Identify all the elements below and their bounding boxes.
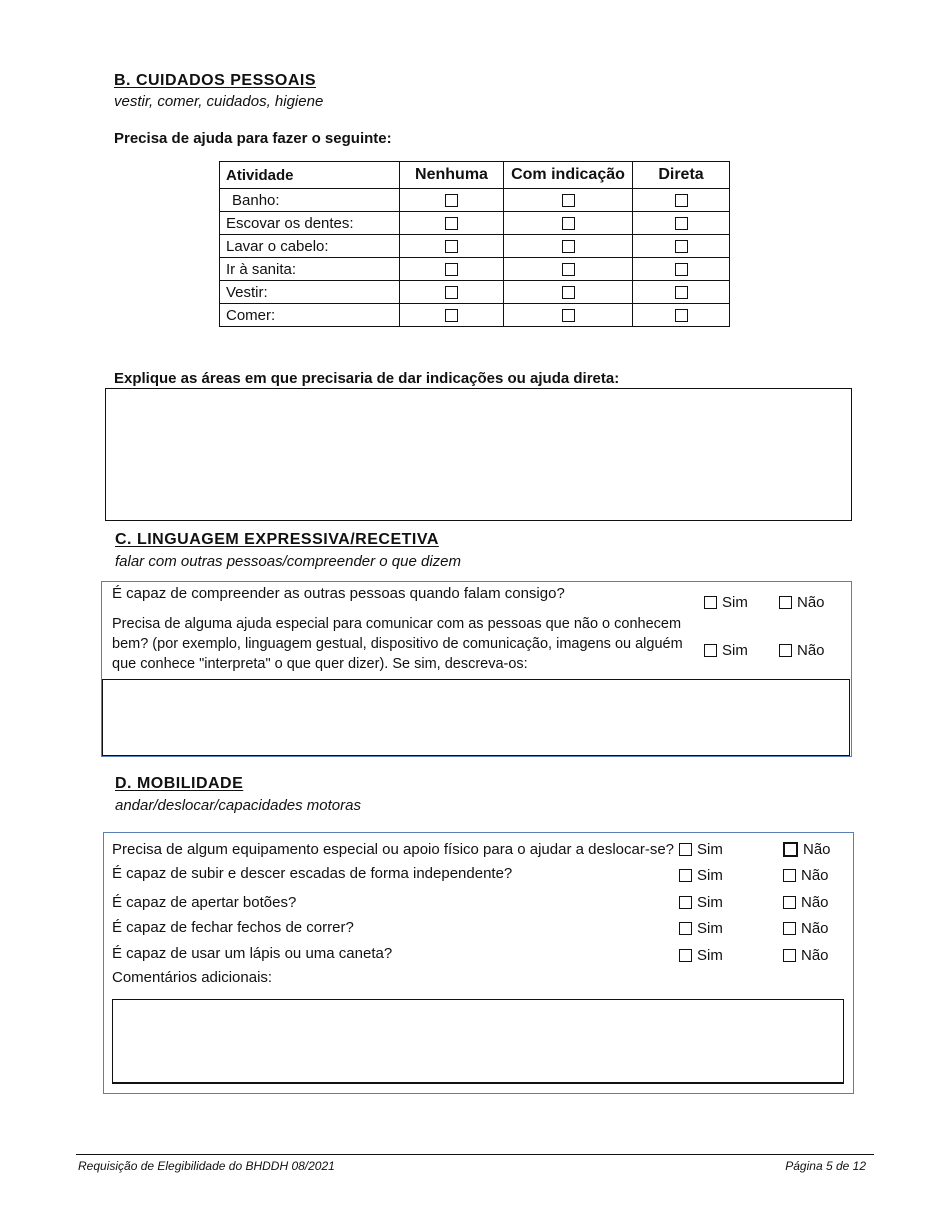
- checkbox-teeth-direct[interactable]: [675, 217, 688, 230]
- checkbox-icon: [704, 596, 717, 609]
- footer-page-number: Página 5 de 12: [785, 1159, 866, 1173]
- checkbox-hair-prompt[interactable]: [562, 240, 575, 253]
- option-zippers-yes[interactable]: [679, 920, 723, 938]
- option-buttons-no[interactable]: [783, 894, 829, 912]
- option-label: Sim: [697, 920, 723, 937]
- table-row: [220, 235, 730, 258]
- checkbox-icon: [679, 922, 692, 935]
- checkbox-eat-prompt[interactable]: [562, 309, 575, 322]
- checkbox-hair-none[interactable]: [445, 240, 458, 253]
- activity-label: Ir à sanita:: [220, 258, 400, 281]
- comments-textbox[interactable]: [112, 999, 844, 1084]
- checkbox-bath-none[interactable]: [445, 194, 458, 207]
- checkbox-dress-prompt[interactable]: [562, 286, 575, 299]
- option-stairs-yes[interactable]: [679, 867, 723, 885]
- checkbox-icon: [783, 896, 796, 909]
- checkbox-icon: [679, 869, 692, 882]
- option-label: Sim: [697, 841, 723, 858]
- option-label: Não: [803, 841, 831, 858]
- section-b-title: B. CUIDADOS PESSOAIS: [114, 72, 317, 89]
- checkbox-bath-direct[interactable]: [675, 194, 688, 207]
- option-label: Não: [801, 920, 829, 937]
- option-understand-no[interactable]: [779, 594, 825, 612]
- question-buttons: É capaz de apertar botões?: [112, 894, 297, 911]
- option-label: Não: [801, 894, 829, 911]
- checkbox-toilet-prompt[interactable]: [562, 263, 575, 276]
- checkbox-icon: [679, 949, 692, 962]
- table-row: [220, 189, 730, 212]
- checkbox-icon: [779, 644, 792, 657]
- option-zippers-no[interactable]: [783, 920, 829, 938]
- question-communication-help: Precisa de alguma ajuda especial para comunicar com as pessoas que não o conhecem bem? (por exemplo, linguagem gestual, dispositivo de comunicação, imagens ou alguém que conhece "interpreta" o que quer dizer). Se sim, descreva-os:: [112, 616, 683, 672]
- checkbox-teeth-prompt[interactable]: [562, 217, 575, 230]
- checkbox-eat-direct[interactable]: [675, 309, 688, 322]
- option-communication-no[interactable]: [779, 642, 825, 660]
- footer-document-id: Requisição de Elegibilidade do BHDDH 08/2021: [78, 1159, 335, 1173]
- checkbox-icon: [779, 596, 792, 609]
- checkbox-eat-none[interactable]: [445, 309, 458, 322]
- header-direct: Direta: [633, 162, 730, 189]
- option-equipment-yes[interactable]: [679, 841, 723, 859]
- question-stairs: É capaz de subir e descer escadas de forma independente?: [112, 865, 513, 882]
- table-row: [220, 281, 730, 304]
- section-d-subtitle: andar/deslocar/capacidades motoras: [115, 797, 361, 814]
- communication-textbox[interactable]: [102, 679, 850, 756]
- checkbox-teeth-none[interactable]: [445, 217, 458, 230]
- checkbox-toilet-none[interactable]: [445, 263, 458, 276]
- footer-divider: [76, 1154, 874, 1155]
- section-c-subtitle: falar com outras pessoas/compreender o que dizem: [115, 553, 462, 570]
- question-zippers: É capaz de fechar fechos de correr?: [112, 919, 354, 936]
- checkbox-icon: [783, 869, 796, 882]
- checkbox-dress-direct[interactable]: [675, 286, 688, 299]
- activity-label: Vestir:: [220, 281, 400, 304]
- option-equipment-no[interactable]: [783, 841, 831, 859]
- activity-label: Comer:: [220, 304, 400, 327]
- section-b-subtitle: vestir, comer, cuidados, higiene: [114, 93, 324, 110]
- checkbox-icon: [783, 842, 798, 857]
- checkbox-dress-none[interactable]: [445, 286, 458, 299]
- option-label: Não: [801, 947, 829, 964]
- option-label: Sim: [697, 867, 723, 884]
- option-label: Não: [797, 642, 825, 659]
- activity-label: Lavar o cabelo:: [220, 235, 400, 258]
- option-pencil-yes[interactable]: [679, 947, 723, 965]
- option-understand-yes[interactable]: [704, 594, 748, 612]
- checkbox-icon: [783, 922, 796, 935]
- option-label: Não: [801, 867, 829, 884]
- option-label: Sim: [697, 894, 723, 911]
- table-row: [220, 304, 730, 327]
- option-label: Não: [797, 594, 825, 611]
- section-c-title: C. LINGUAGEM EXPRESSIVA/RECETIVA: [115, 531, 439, 548]
- comments-label: Comentários adicionais:: [112, 969, 273, 986]
- header-with-prompt: Com indicação: [504, 162, 633, 189]
- header-none: Nenhuma: [400, 162, 504, 189]
- question-understand: É capaz de compreender as outras pessoas quando falam consigo?: [112, 585, 565, 602]
- question-pencil: É capaz de usar um lápis ou uma caneta?: [112, 945, 393, 962]
- option-label: Sim: [722, 594, 748, 611]
- checkbox-icon: [679, 843, 692, 856]
- checkbox-icon: [679, 896, 692, 909]
- checkbox-icon: [704, 644, 717, 657]
- checkbox-toilet-direct[interactable]: [675, 263, 688, 276]
- table-row: [220, 258, 730, 281]
- option-communication-yes[interactable]: [704, 642, 748, 660]
- section-d-title: D. MOBILIDADE: [115, 775, 244, 792]
- section-b-prompt: Precisa de ajuda para fazer o seguinte:: [114, 130, 392, 147]
- table-header-row: [220, 162, 730, 189]
- option-label: Sim: [722, 642, 748, 659]
- option-stairs-no[interactable]: [783, 867, 829, 885]
- question-equipment: Precisa de algum equipamento especial ou apoio físico para o ajudar a deslocar-se?: [112, 841, 675, 858]
- option-pencil-no[interactable]: [783, 947, 829, 965]
- checkbox-icon: [783, 949, 796, 962]
- checkbox-bath-prompt[interactable]: [562, 194, 575, 207]
- activities-table: [219, 161, 730, 327]
- header-activity: Atividade: [220, 162, 400, 189]
- explain-textbox[interactable]: [105, 388, 852, 521]
- option-label: Sim: [697, 947, 723, 964]
- table-row: [220, 212, 730, 235]
- option-buttons-yes[interactable]: [679, 894, 723, 912]
- checkbox-hair-direct[interactable]: [675, 240, 688, 253]
- activity-label: Escovar os dentes:: [220, 212, 400, 235]
- explain-label: Explique as áreas em que precisaria de dar indicações ou ajuda direta:: [114, 370, 620, 387]
- activity-label: Banho:: [220, 189, 400, 212]
